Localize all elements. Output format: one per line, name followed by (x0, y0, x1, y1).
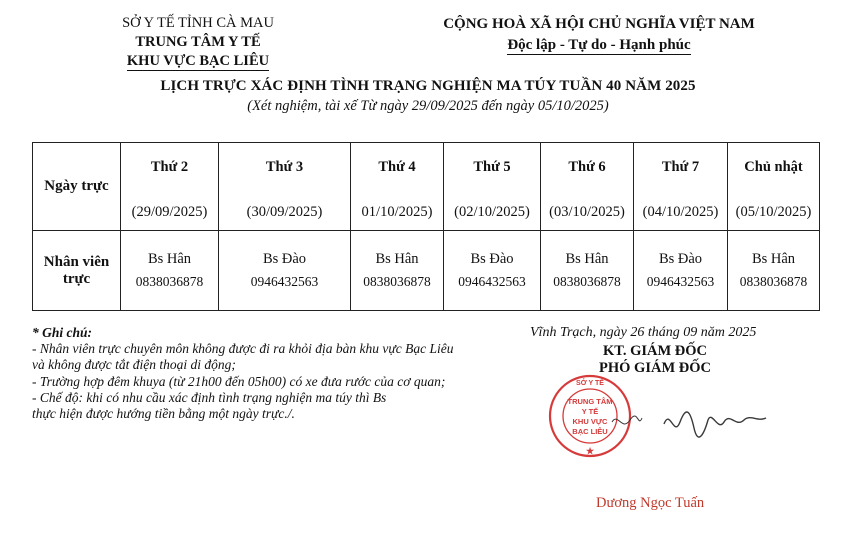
row-header-staff-line-1: Nhân viên (43, 253, 110, 270)
signer-name: Dương Ngọc Tuấn (596, 495, 705, 511)
day-date: (29/09/2025) (131, 203, 208, 220)
signer-title-2: PHÓ GIÁM ĐỐC (599, 360, 711, 376)
day-date: (02/10/2025) (454, 203, 530, 220)
staff-name: Bs Hân (565, 251, 609, 267)
svg-text:KHU VỰC: KHU VỰC (572, 417, 608, 426)
staff-cell (541, 231, 634, 311)
day-name: Chủ nhật (744, 158, 803, 175)
staff-name: Bs Hân (751, 251, 796, 267)
org-line-1: SỞ Y TẾ TỈNH CÀ MAU (122, 15, 274, 31)
day-date: 01/10/2025) (361, 203, 433, 220)
staff-cell (219, 231, 351, 311)
note-line: - Chế độ: khi có nhu cầu xác định tình trạng nghiện ma túy thì Bs (32, 389, 387, 405)
day-cell (219, 143, 351, 231)
day-cell (444, 143, 541, 231)
day-date: (30/09/2025) (246, 203, 323, 220)
note-line: - Nhân viên trực chuyên môn không được đi ra khỏi địa bàn khu vực Bạc Liêu (32, 341, 454, 357)
svg-text:BẠC LIÊU: BẠC LIÊU (572, 427, 608, 436)
staff-name: Bs Đào (658, 251, 703, 267)
staff-cell (634, 231, 728, 311)
staff-name: Bs Hân (375, 251, 419, 267)
day-name: Thứ 2 (150, 158, 189, 175)
day-name: Thứ 5 (473, 158, 511, 175)
notes-section (32, 325, 502, 422)
staff-phone: 0838036878 (553, 274, 621, 289)
handwritten-signature-icon (660, 398, 770, 448)
staff-phone: 0838036878 (363, 274, 431, 289)
staff-cell (728, 231, 820, 311)
row-header-staff (33, 231, 121, 311)
row-header-duty-day: Ngày trực (33, 143, 121, 231)
nation-line-1: CỘNG HOÀ XÃ HỘI CHỦ NGHĨA VIỆT NAM (443, 16, 755, 32)
staff-name: Bs Đào (470, 251, 514, 267)
svg-text:Y TẾ: Y TẾ (581, 407, 599, 416)
day-name: Thứ 7 (661, 158, 700, 175)
staff-cell (121, 231, 219, 311)
staff-name: Bs Hân (147, 251, 192, 267)
org-line-3: KHU VỰC BẠC LIÊU (126, 53, 270, 69)
staff-name: Bs Đào (262, 251, 307, 267)
svg-text:★: ★ (585, 446, 595, 456)
day-name: Thứ 4 (378, 158, 416, 175)
note-line: và không được tắt điện thoại di động; (32, 357, 236, 373)
row-header-staff-line-2: trực (62, 270, 91, 287)
table-row (33, 231, 820, 311)
staff-phone: 0946432563 (250, 274, 319, 289)
note-line: - Trường hợp đêm khuya (từ 21h00 đến 05h00) có xe đưa rước của cơ quan; (32, 373, 446, 389)
notes-title: * Ghi chú: (32, 325, 93, 340)
org-line-2: TRUNG TÂM Y TẾ (135, 34, 261, 50)
organization-header (92, 14, 304, 71)
day-cell (121, 143, 219, 231)
day-date: (05/10/2025) (735, 203, 812, 220)
day-cell (634, 143, 728, 231)
nation-motto: Độc lập - Tự do - Hạnh phúc (507, 37, 691, 53)
day-date: (03/10/2025) (549, 203, 625, 220)
duty-schedule-table (32, 142, 820, 311)
day-name: Thứ 6 (568, 158, 606, 175)
place-and-date: Vĩnh Trạch, ngày 26 tháng 09 năm 2025 (530, 325, 757, 340)
day-cell (728, 143, 820, 231)
document-subtitle: (Xét nghiệm, tài xế Từ ngày 29/09/2025 đến ngày 05/10/2025) (247, 98, 609, 114)
staff-phone: 0946432563 (646, 274, 715, 289)
national-header (438, 14, 760, 56)
staff-phone: 0946432563 (458, 274, 526, 289)
staff-phone: 0838036878 (739, 274, 808, 289)
table-row (33, 143, 820, 231)
note-line: thực hiện được hướng tiền bằng một ngày trực./. (32, 406, 295, 422)
svg-text:TRUNG TÂM: TRUNG TÂM (567, 397, 613, 406)
signer-title-1: KT. GIÁM ĐỐC (602, 343, 708, 359)
staff-cell (351, 231, 444, 311)
day-cell (541, 143, 634, 231)
day-name: Thứ 3 (265, 158, 304, 175)
day-cell (351, 143, 444, 231)
svg-text:SỞ Y TẾ: SỞ Y TẾ (576, 380, 604, 387)
document-title: LỊCH TRỰC XÁC ĐỊNH TÌNH TRẠNG NGHIỆN MA TÚY TUẦN 40 NĂM 2025 (160, 78, 696, 94)
official-seal-icon (538, 372, 660, 458)
staff-cell (444, 231, 541, 311)
staff-phone: 0838036878 (135, 274, 204, 289)
day-date: (04/10/2025) (642, 203, 719, 220)
